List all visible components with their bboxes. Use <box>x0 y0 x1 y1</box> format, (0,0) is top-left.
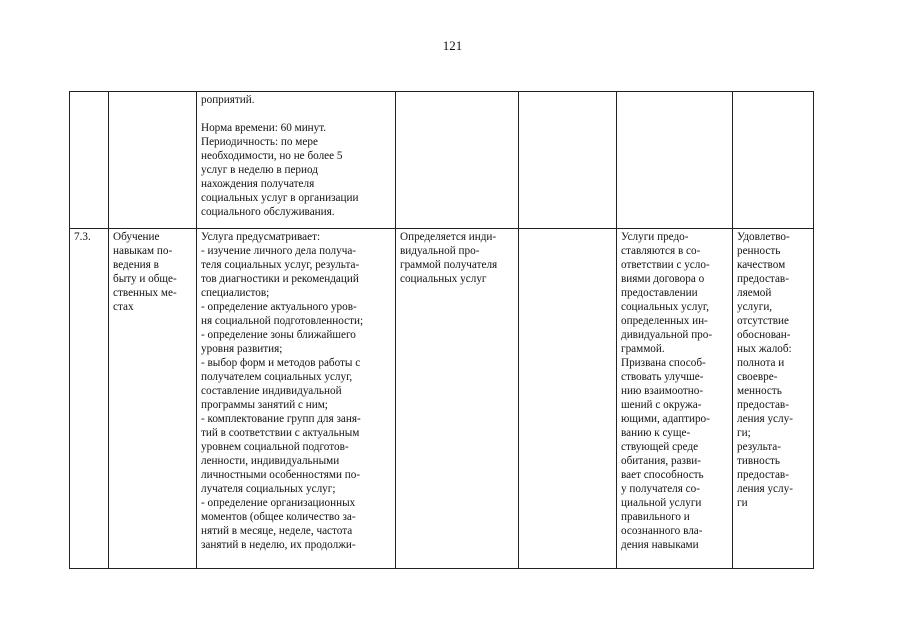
cell-text-line: нахождения получателя <box>201 178 315 190</box>
cell-text-line: уровнем социальной подготов- <box>201 441 349 453</box>
cell-text-line: ведения в <box>113 259 159 271</box>
cell-text-line: правильного и <box>621 511 690 523</box>
cell-text-line: социальных услуг <box>400 273 487 285</box>
cell-text-line: занятий в неделю, их продолжи- <box>201 539 356 551</box>
cell-text-line: ги <box>737 497 748 509</box>
page-number: 121 <box>442 38 463 53</box>
cell-text-line: ня социальной подготовленности; <box>201 315 364 327</box>
cell-text-line: ления услу- <box>737 483 793 495</box>
cell-text-line: социального обслуживания. <box>201 206 335 218</box>
cell-text-line: менность <box>737 385 782 397</box>
cell-conditions <box>617 229 733 569</box>
cell-text-line: Услуги предо- <box>621 231 689 243</box>
cell-text-line: у получателя со- <box>621 483 700 495</box>
cell-text-line: осознанного вла- <box>621 525 703 537</box>
cell-text-line: ренность <box>737 245 781 257</box>
cell-text-line: - определение зоны ближайшего <box>201 329 356 341</box>
cell-text-line: услуги, <box>737 301 773 313</box>
cell-text-line: получателем социальных услуг, <box>201 371 353 383</box>
cell-volume <box>396 92 519 229</box>
cell-text-line: Удовлетво- <box>737 231 790 243</box>
cell-text-line: - определение актуального уров- <box>201 301 357 313</box>
cell-volume <box>396 229 519 569</box>
cell-text-line: нию взаимоотно- <box>621 385 704 397</box>
cell-text-line: предостав- <box>737 273 789 285</box>
cell-text-line: предостав- <box>737 399 789 411</box>
cell-text-line: уровня развития; <box>201 343 283 355</box>
cell-text-line: виями договора о <box>621 273 705 285</box>
cell-text-line: - выбор форм и методов работы с <box>201 357 361 369</box>
cell-text-line: ляемой <box>737 287 772 299</box>
cell-text-line: дивидуальной про- <box>621 329 713 341</box>
cell-text-line: ющими, адаптиро- <box>621 413 710 425</box>
cell-text-line: - изучение личного дела получа- <box>201 245 357 257</box>
cell-service <box>109 92 197 229</box>
cell-text-line: граммой получателя <box>400 259 498 271</box>
cell-quality <box>733 229 814 569</box>
cell-period <box>519 92 617 229</box>
cell-text-line: результа- <box>737 441 781 453</box>
cell-text-line: дения навыками <box>621 539 699 551</box>
table-row-7-3 <box>70 229 814 569</box>
cell-text-line: социальных услуг, <box>621 301 710 313</box>
cell-text-line: ных жалоб: <box>737 343 792 355</box>
table-row-continuation <box>70 92 814 229</box>
cell-text-line: ственных ме- <box>113 287 177 299</box>
cell-text-line: ванию к суще- <box>621 427 691 439</box>
cell-quality <box>733 92 814 229</box>
cell-text-line: Призвана способ- <box>621 357 706 369</box>
cell-text-line: циальной услуги <box>621 497 702 509</box>
cell-text-line: Обучение <box>113 231 160 243</box>
cell-text-line: - определение организационных <box>201 497 356 509</box>
cell-text-line: теля социальных услуг, результа- <box>201 259 360 271</box>
cell-text-line: специалистов; <box>201 287 270 299</box>
cell-text-line: вает способность <box>621 469 704 481</box>
cell-text-line: составление индивидуальной <box>201 385 342 397</box>
cell-text-line: предоставлении <box>621 287 698 299</box>
cell-text-line: лучателя социальных услуг; <box>201 483 336 495</box>
cell-conditions <box>617 92 733 229</box>
cell-text-line: тивность <box>737 455 780 467</box>
cell-text-line: граммой. <box>621 343 665 355</box>
cell-text-line: - комплектование групп для заня- <box>201 413 361 425</box>
cell-text-line: моментов (общее количество за- <box>201 511 356 523</box>
cell-text-line: ленности, индивидуальными <box>201 455 340 467</box>
cell-text-line: навыкам по- <box>113 245 173 257</box>
cell-text-line: предостав- <box>737 469 789 481</box>
cell-text-line: ответствии с усло- <box>621 259 710 271</box>
cell-text-line: ления услу- <box>737 413 793 425</box>
services-table <box>69 91 814 569</box>
cell-text-line: быту и обще- <box>113 273 177 285</box>
cell-text-line: услуг в неделю в период <box>201 164 318 176</box>
cell-content <box>197 92 396 229</box>
cell-text-line: ги; <box>737 427 751 439</box>
cell-number: 7.3. <box>70 229 109 569</box>
cell-text-line: Услуга предусматривает: <box>201 231 321 243</box>
cell-text-line: шений с окружа- <box>621 399 702 411</box>
cell-text-line: программы занятий с ним; <box>201 399 328 411</box>
cell-text-line: Определяется инди- <box>400 231 497 243</box>
cell-text-line: видуальной про- <box>400 245 480 257</box>
cell-text-line: определенных ин- <box>621 315 708 327</box>
cell-text-line: личностными особенностями по- <box>201 469 361 481</box>
cell-text-line: обитания, разви- <box>621 455 701 467</box>
cell-text-line: тий в соответствии с актуальным <box>201 427 360 439</box>
cell-text-line: тов диагностики и рекомендаций <box>201 273 359 285</box>
cell-text-line: ствующей среде <box>621 441 699 453</box>
cell-text-line: отсутствие <box>737 315 789 327</box>
cell-text-line: необходимости, но не более 5 <box>201 150 343 162</box>
cell-text-line: качеством <box>737 259 786 271</box>
cell-text-line: социальных услуг в организации <box>201 192 359 204</box>
cell-text-line: полнота и <box>737 357 785 369</box>
cell-text-line <box>201 107 391 121</box>
cell-text-line: стах <box>113 301 134 313</box>
cell-text-line: роприятий. <box>201 94 255 106</box>
cell-number <box>70 92 109 229</box>
cell-content <box>197 229 396 569</box>
cell-text-line: ствовать улучше- <box>621 371 704 383</box>
cell-text-line: ставляются в со- <box>621 245 701 257</box>
cell-service <box>109 229 197 569</box>
cell-text-line: обоснован- <box>737 329 791 341</box>
cell-text-line: Норма времени: 60 минут. <box>201 122 327 134</box>
cell-text-line: своевре- <box>737 371 778 383</box>
cell-text-line: Периодичность: по мере <box>201 136 318 148</box>
cell-period <box>519 229 617 569</box>
cell-text-line: нятий в месяце, неделе, частота <box>201 525 353 537</box>
